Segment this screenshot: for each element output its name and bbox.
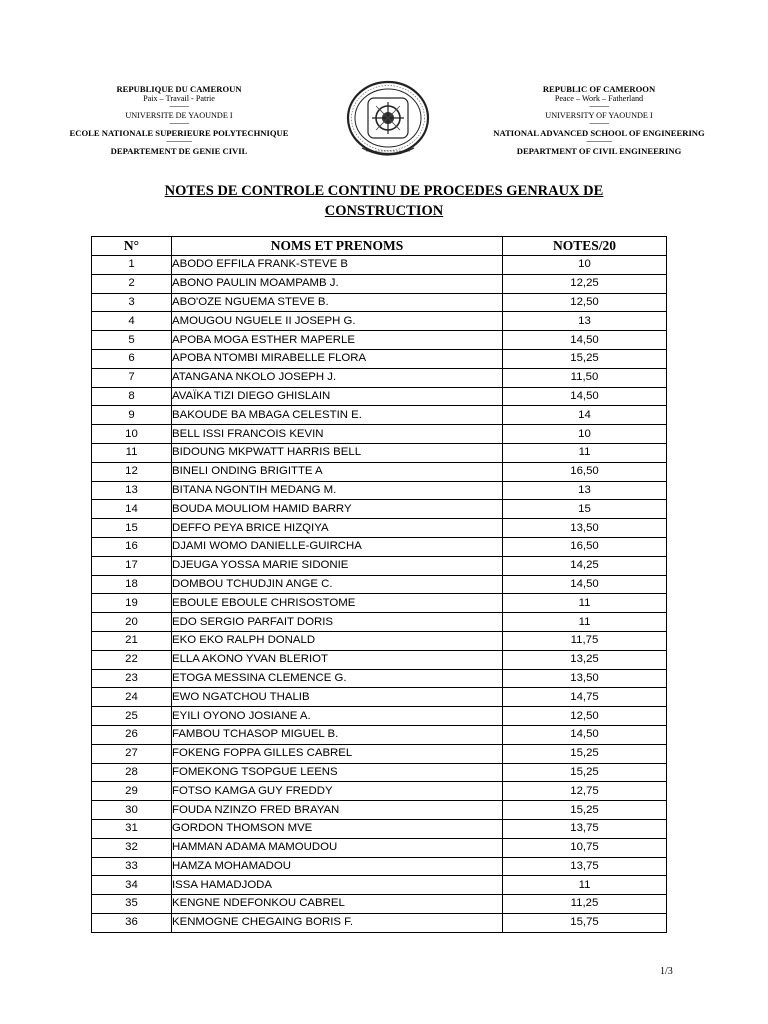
table-row (92, 801, 667, 820)
table-row (92, 725, 667, 744)
title-line-1: NOTES DE CONTROLE CONTINU DE PROCEDES GENRAUX DE (164, 183, 604, 199)
student-grade: 13,75 (503, 819, 667, 838)
student-grade: 13,25 (503, 650, 667, 669)
student-name: AMOUGOU NGUELE II JOSEPH G. (172, 312, 503, 331)
student-grade: 14,50 (503, 725, 667, 744)
student-name: ETOGA MESSINA CLEMENCE G. (172, 669, 503, 688)
separator: ----------------- (586, 139, 612, 145)
separator: ------------- (169, 104, 189, 110)
header-left (50, 84, 308, 156)
separator: ------------- (589, 121, 609, 127)
student-name: HAMZA MOHAMADOU (172, 857, 503, 876)
row-number: 26 (92, 725, 172, 744)
table-row (92, 312, 667, 331)
student-grade: 14,50 (503, 387, 667, 406)
student-grade: 13 (503, 481, 667, 500)
student-name: HAMMAN ADAMA MAMOUDOU (172, 838, 503, 857)
student-grade: 16,50 (503, 537, 667, 556)
university-name-fr: UNIVERSITE DE YAOUNDE I (125, 111, 233, 120)
page-number: 1/3 (660, 966, 673, 977)
row-number: 24 (92, 688, 172, 707)
student-name: ABO'OZE NGUEMA STEVE B. (172, 293, 503, 312)
student-grade: 14,50 (503, 575, 667, 594)
separator: ------------- (589, 104, 609, 110)
student-name: BITANA NGONTIH MEDANG M. (172, 481, 503, 500)
table-row (92, 688, 667, 707)
department-name-fr: DEPARTEMENT DE GENIE CIVIL (110, 146, 248, 156)
row-number: 2 (92, 274, 172, 293)
student-grade: 10 (503, 256, 667, 275)
row-number: 12 (92, 462, 172, 481)
grades-table-body (92, 256, 667, 933)
student-grade: 11,25 (503, 895, 667, 914)
table-row (92, 594, 667, 613)
row-number: 33 (92, 857, 172, 876)
student-grade: 15,25 (503, 763, 667, 782)
row-number: 19 (92, 594, 172, 613)
column-header-names: NOMS ET PRENOMS (172, 237, 503, 256)
row-number: 22 (92, 650, 172, 669)
student-name: AVAÏKA TIZI DIEGO GHISLAIN (172, 387, 503, 406)
table-row (92, 349, 667, 368)
student-grade: 11 (503, 443, 667, 462)
student-grade: 12,50 (503, 707, 667, 726)
row-number: 36 (92, 913, 172, 932)
school-name-fr: ECOLE NATIONALE SUPERIEURE POLYTECHNIQUE (69, 128, 289, 138)
row-number: 9 (92, 406, 172, 425)
student-name: DOMBOU TCHUDJIN ANGE C. (172, 575, 503, 594)
student-name: BOUDA MOULIOM HAMID BARRY (172, 500, 503, 519)
row-number: 32 (92, 838, 172, 857)
student-grade: 16,50 (503, 462, 667, 481)
row-number: 31 (92, 819, 172, 838)
row-number: 3 (92, 293, 172, 312)
student-grade: 15,75 (503, 913, 667, 932)
title-line-2: CONSTRUCTION (324, 203, 444, 219)
student-grade: 14,75 (503, 688, 667, 707)
student-grade: 10 (503, 425, 667, 444)
row-number: 14 (92, 500, 172, 519)
table-row (92, 556, 667, 575)
table-row (92, 876, 667, 895)
student-grade: 12,25 (503, 274, 667, 293)
table-row (92, 631, 667, 650)
row-number: 20 (92, 613, 172, 632)
table-row (92, 462, 667, 481)
student-name: EYILI OYONO JOSIANE A. (172, 707, 503, 726)
table-row (92, 331, 667, 350)
row-number: 25 (92, 707, 172, 726)
table-row (92, 425, 667, 444)
student-name: APOBA MOGA ESTHER MAPERLE (172, 331, 503, 350)
table-header-row (92, 237, 667, 256)
student-name: DEFFO PEYA BRICE HIZQIYA (172, 519, 503, 538)
student-grade: 11,75 (503, 631, 667, 650)
table-row (92, 406, 667, 425)
table-row (92, 537, 667, 556)
student-grade: 12,50 (503, 293, 667, 312)
row-number: 8 (92, 387, 172, 406)
row-number: 10 (92, 425, 172, 444)
student-name: FOKENG FOPPA GILLES CABREL (172, 744, 503, 763)
student-grade: 11,50 (503, 368, 667, 387)
table-row (92, 838, 667, 857)
table-row (92, 782, 667, 801)
student-grade: 14,50 (503, 331, 667, 350)
school-seal-logo (340, 78, 436, 166)
table-row (92, 368, 667, 387)
table-row (92, 763, 667, 782)
table-row (92, 256, 667, 275)
row-number: 7 (92, 368, 172, 387)
student-grade: 15,25 (503, 801, 667, 820)
student-grade: 11 (503, 613, 667, 632)
document-title (100, 181, 668, 221)
header-right (470, 84, 728, 156)
student-grade: 12,75 (503, 782, 667, 801)
student-grade: 15 (503, 500, 667, 519)
student-grade: 13,50 (503, 669, 667, 688)
table-row (92, 857, 667, 876)
school-name-en: NATIONAL ADVANCED SCHOOL OF ENGINEERING (493, 128, 705, 138)
student-grade: 14 (503, 406, 667, 425)
row-number: 11 (92, 443, 172, 462)
row-number: 15 (92, 519, 172, 538)
row-number: 34 (92, 876, 172, 895)
motto-en: Peace – Work – Fatherland (554, 94, 644, 103)
student-grade: 10,75 (503, 838, 667, 857)
table-row (92, 274, 667, 293)
student-name: ABODO EFFILA FRANK-STEVE B (172, 256, 503, 275)
column-header-number: N° (92, 237, 172, 256)
table-row (92, 913, 667, 932)
row-number: 18 (92, 575, 172, 594)
row-number: 30 (92, 801, 172, 820)
student-grade: 13,50 (503, 519, 667, 538)
table-row (92, 293, 667, 312)
row-number: 4 (92, 312, 172, 331)
row-number: 27 (92, 744, 172, 763)
row-number: 29 (92, 782, 172, 801)
grades-table (91, 236, 667, 933)
row-number: 13 (92, 481, 172, 500)
table-row (92, 669, 667, 688)
row-number: 16 (92, 537, 172, 556)
student-name: KENMOGNE CHEGAING BORIS F. (172, 913, 503, 932)
student-grade: 15,25 (503, 349, 667, 368)
student-name: EWO NGATCHOU THALIB (172, 688, 503, 707)
student-name: ABONO PAULIN MOAMPAMB J. (172, 274, 503, 293)
student-name: FOMEKONG TSOPGUE LEENS (172, 763, 503, 782)
separator: ----------------- (166, 139, 192, 145)
student-name: FAMBOU TCHASOP MIGUEL B. (172, 725, 503, 744)
student-name: KENGNE NDEFONKOU CABREL (172, 895, 503, 914)
row-number: 6 (92, 349, 172, 368)
motto-fr: Paix – Travail - Patrie (143, 94, 215, 103)
table-row (92, 481, 667, 500)
table-row (92, 895, 667, 914)
table-row (92, 613, 667, 632)
student-name: EDO SERGIO PARFAIT DORIS (172, 613, 503, 632)
student-name: BINELI ONDING BRIGITTE A (172, 462, 503, 481)
row-number: 17 (92, 556, 172, 575)
student-grade: 15,25 (503, 744, 667, 763)
table-row (92, 819, 667, 838)
column-header-grade: NOTES/20 (503, 237, 667, 256)
row-number: 35 (92, 895, 172, 914)
student-name: FOUDA NZINZO FRED BRAYAN (172, 801, 503, 820)
table-row (92, 387, 667, 406)
row-number: 1 (92, 256, 172, 275)
table-row (92, 519, 667, 538)
table-row (92, 575, 667, 594)
student-name: GORDON THOMSON MVE (172, 819, 503, 838)
separator: ------------- (169, 121, 189, 127)
row-number: 5 (92, 331, 172, 350)
table-row (92, 443, 667, 462)
student-grade: 13 (503, 312, 667, 331)
student-name: ISSA HAMADJODA (172, 876, 503, 895)
country-name-en: REPUBLIC OF CAMEROON (542, 84, 656, 94)
department-name-en: DEPARTMENT OF CIVIL ENGINEERING (516, 146, 682, 156)
student-name: FOTSO KAMGA GUY FREDDY (172, 782, 503, 801)
student-name: APOBA NTOMBI MIRABELLE FLORA (172, 349, 503, 368)
university-name-en: UNIVERSITY OF YAOUNDE I (545, 111, 653, 120)
table-row (92, 707, 667, 726)
table-row (92, 500, 667, 519)
student-grade: 13,75 (503, 857, 667, 876)
student-name: ELLA AKONO YVAN BLERIOT (172, 650, 503, 669)
student-name: EBOULE EBOULE CHRISOSTOME (172, 594, 503, 613)
country-name-fr: REPUBLIQUE DU CAMEROUN (116, 84, 242, 94)
row-number: 21 (92, 631, 172, 650)
student-name: BELL ISSI FRANCOIS KEVIN (172, 425, 503, 444)
table-row (92, 650, 667, 669)
student-grade: 11 (503, 876, 667, 895)
row-number: 23 (92, 669, 172, 688)
row-number: 28 (92, 763, 172, 782)
student-name: EKO EKO RALPH DONALD (172, 631, 503, 650)
student-name: BIDOUNG MKPWATT HARRIS BELL (172, 443, 503, 462)
student-name: DJEUGA YOSSA MARIE SIDONIE (172, 556, 503, 575)
student-grade: 14,25 (503, 556, 667, 575)
student-name: DJAMI WOMO DANIELLE-GUIRCHA (172, 537, 503, 556)
table-row (92, 744, 667, 763)
student-name: BAKOUDE BA MBAGA CELESTIN E. (172, 406, 503, 425)
student-grade: 11 (503, 594, 667, 613)
student-name: ATANGANA NKOLO JOSEPH J. (172, 368, 503, 387)
